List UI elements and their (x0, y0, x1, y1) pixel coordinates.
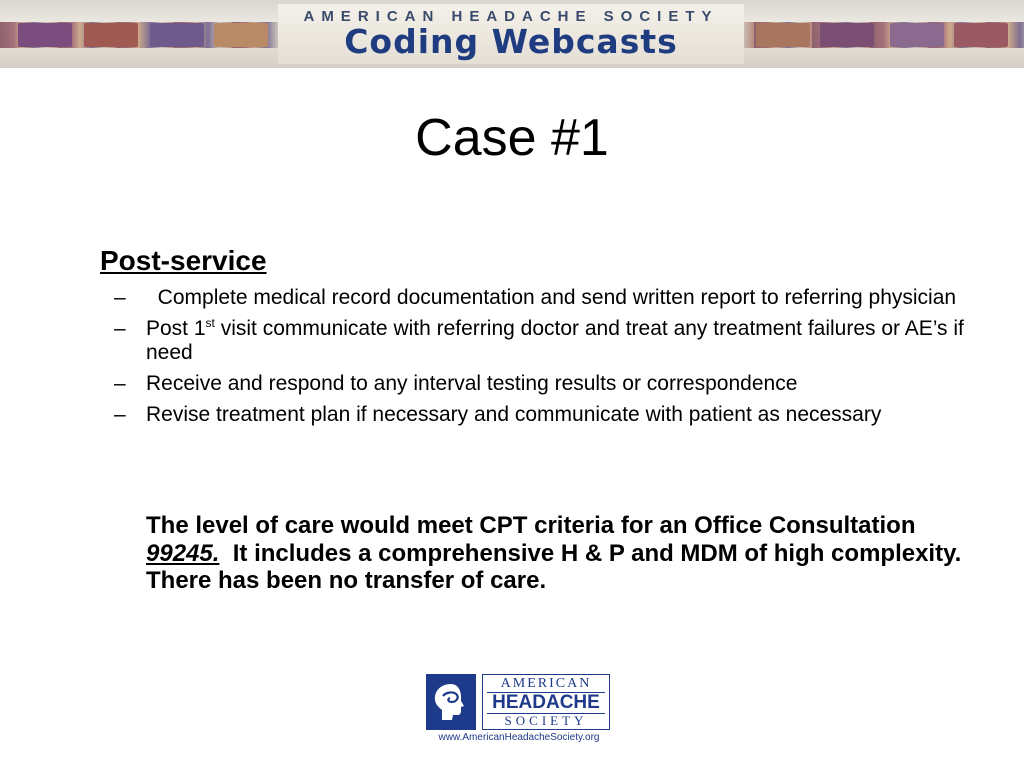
banner-tile (214, 23, 268, 47)
summary-paragraph (146, 512, 975, 595)
bullet-dash: – (114, 372, 126, 395)
bullet-item (110, 403, 970, 427)
brain-head-icon (426, 674, 476, 730)
banner-org-name: AMERICAN HEADACHE SOCIETY (303, 8, 719, 25)
banner-title: Coding Webcasts (344, 22, 678, 61)
bullet-text-post: visit communicate with referring doctor and treat any treatment failures or AE’s if need (146, 317, 964, 364)
banner-tile (756, 23, 810, 47)
bullet-superscript: st (205, 316, 215, 330)
logo-wordmark (482, 674, 610, 730)
cpt-code: 99245. (146, 539, 220, 567)
banner-tile (890, 23, 944, 47)
bullet-text: Revise treatment plan if necessary and communicate with patient as necessary (146, 403, 882, 426)
bullet-item (110, 372, 970, 396)
bullet-dash: – (114, 286, 126, 309)
logo-line-society: SOCIETY (504, 713, 588, 728)
bullet-item (110, 286, 970, 310)
logo-line-headache: HEADACHE (492, 692, 600, 713)
header-banner (0, 0, 1024, 68)
bullet-list (110, 286, 970, 434)
banner-tile (18, 23, 72, 47)
logo-url: www.AmericanHeadacheSociety.org (438, 732, 600, 743)
banner-tile (820, 23, 874, 47)
summary-text-pre: The level of care would meet CPT criteria for an Office Consultation (146, 512, 923, 539)
bullet-dash: – (114, 403, 126, 426)
society-logo (426, 674, 612, 744)
bullet-text-pre: Post 1 (146, 317, 206, 340)
bullet-text: Receive and respond to any interval testing results or correspondence (146, 372, 798, 395)
banner-tile (150, 23, 204, 47)
banner-tile (84, 23, 138, 47)
slide-title: Case #1 (415, 109, 609, 167)
section-heading: Post-service (100, 245, 267, 276)
bullet-item (110, 317, 970, 365)
logo-line-american: AMERICAN (500, 676, 592, 691)
summary-text-post: It includes a comprehensive H & P and MDM of high complexity. There has been no transfer of care. (146, 539, 975, 594)
bullet-dash: – (114, 317, 126, 340)
bullet-text: Complete medical record documentation and send written report to referring physician (146, 286, 957, 309)
banner-tile (954, 23, 1008, 47)
